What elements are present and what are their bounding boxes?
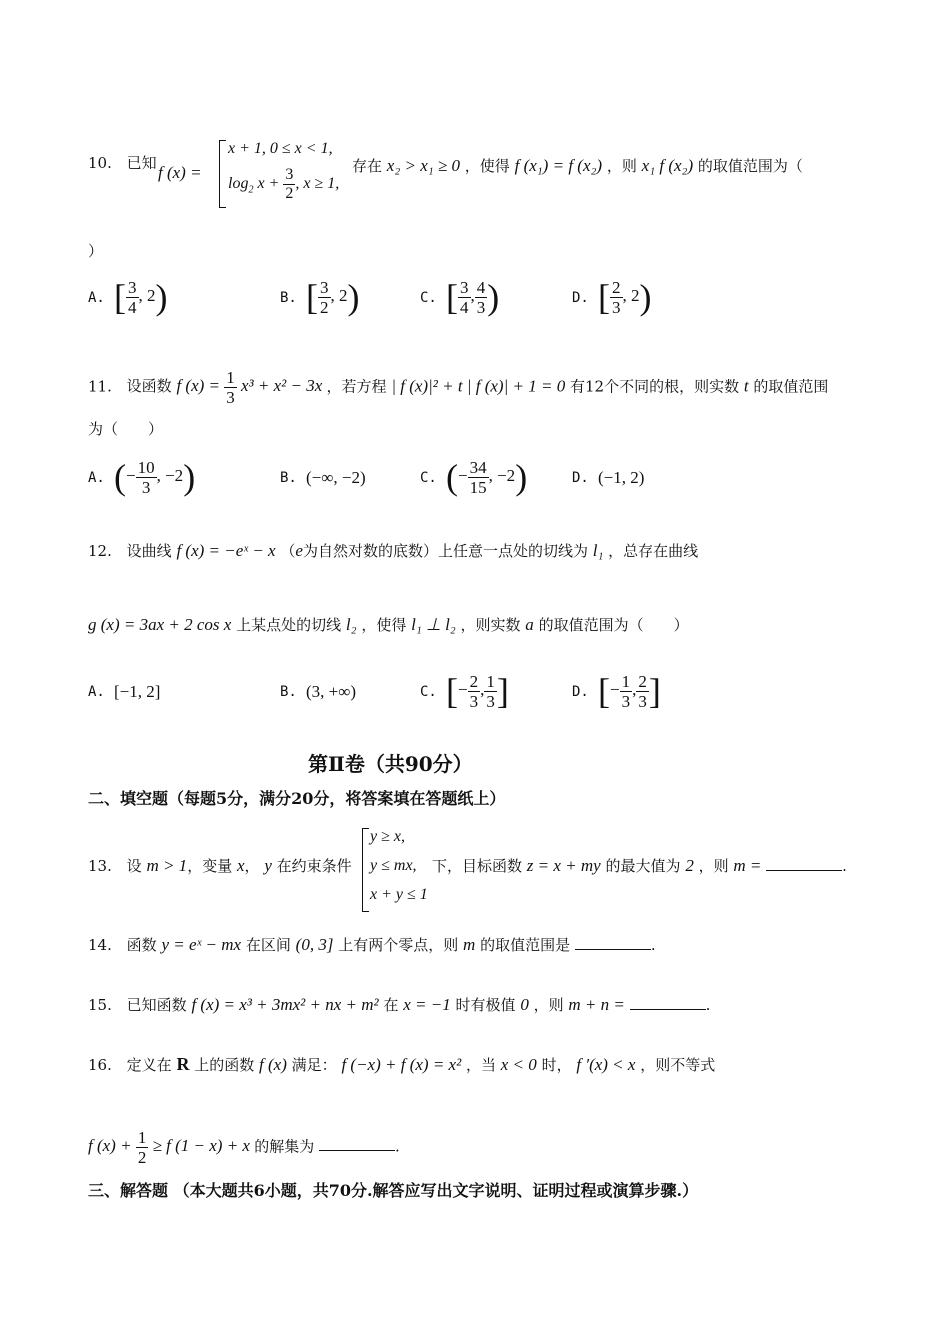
q10-option-label: B. (280, 290, 297, 306)
q14-answer-blank[interactable] (575, 949, 651, 950)
q10-function: f (x) = (158, 163, 202, 182)
q13-line: 13. 设 m > 1，变量 x， y 在约束条件 (88, 856, 352, 875)
q12-line: 12. 设曲线 f (x) = −eˣ − x （e为自然对数的底数）上任意一点处的切线为 l₁ ，总存在曲线 (88, 541, 699, 560)
q12-option-label: D. (572, 684, 589, 700)
q10-option-value[interactable]: [ $\frac{3}{2}$ , 2) (306, 277, 360, 317)
q11-option-value[interactable]: (− $\frac{34}{15}$ , −2) (446, 457, 528, 497)
q10-case-2: $\log_2 x$ + $\frac{3}{2}$ , x ≥ 1, (228, 166, 340, 202)
q14-number: 14. (88, 936, 112, 954)
q11-function: f (x) = $\frac{1}{3}$ x³ + x² − 3x (176, 368, 323, 407)
q13-brace (362, 828, 369, 912)
q12-number: 12. (88, 542, 112, 560)
q11-option-value[interactable]: (−1, 2) (598, 468, 645, 487)
q11-equation: | f (x)|² + t | f (x)| + 1 = 0 (391, 376, 566, 396)
part-2-title: 第Ⅱ卷（共90分） (308, 752, 473, 776)
q11-option-label: C. (420, 470, 437, 486)
q11-option-label: A. (88, 470, 105, 486)
q10-case-1: x + 1, 0 ≤ x < 1, (228, 140, 333, 157)
section-3-heading: 三、解答题 （本大题共6小题，共70分.解答应写出文字说明、证明过程或演算步骤.） (88, 1181, 699, 1200)
q12-option-label: B. (280, 684, 297, 700)
q13-line-b: 下，目标函数 z = x + my 的最大值为 2 ，则 m = . (432, 856, 847, 875)
q11-line: 11. 设函数 f (x) = $\frac{1}{3}$ x³ + x² − 3x ，若方程 | f (x)|² + t | f (x)| + 1 = 0 有12个不同的根，则实数 t 的取值范围 (88, 368, 829, 407)
q10-close: ） (88, 242, 104, 260)
q11-number: 11. (88, 377, 112, 396)
q12-option-value[interactable]: (3, +∞) (306, 682, 357, 701)
q12-option-label: A. (88, 684, 105, 700)
q10-product: x₁ f (x₂) (641, 156, 694, 175)
q11-option-label: D. (572, 470, 589, 486)
q10-condition: x₂ > x₁ ≥ 0 (386, 156, 461, 175)
q15-number: 15. (88, 996, 112, 1014)
q12-option-value[interactable]: [−1, 2] (114, 682, 161, 701)
q13-number: 13. (88, 857, 112, 875)
q15-line: 15. 已知函数 f (x) = x³ + 3mx² + nx + m² 在 x = −1 时有极值 0 ，则 m + n = . (88, 995, 711, 1014)
q10-line-b: 存在 x₂ > x₁ ≥ 0 ，使得 f (x₁) = f (x₂) ，则 x₁ f (x₂) 的取值范围为（ (352, 156, 803, 175)
q16-line-2: f (x) + $\frac{1}{2}$ ≥ f (1 − x) + x 的解集为 . (88, 1128, 400, 1167)
q12-option-value[interactable]: [− $\frac{1}{3}$ , $\frac{2}{3}$ ] (598, 671, 661, 711)
q10-brace (219, 140, 226, 208)
q10-option-label: D. (572, 290, 589, 306)
q13-constraint-2: y ≤ mx, (370, 857, 417, 874)
q12-function: f (x) = −eˣ − x (176, 541, 276, 560)
q10-option-label: A. (88, 290, 105, 306)
q10-option-value[interactable]: [ $\frac{3}{4}$ , $\frac{4}{3}$ ) (446, 277, 500, 317)
q15-answer-blank[interactable] (630, 1009, 706, 1010)
q12-option-label: C. (420, 684, 437, 700)
q11-option-label: B. (280, 470, 297, 486)
q16-number: 16. (88, 1056, 112, 1074)
q10-option-value[interactable]: [ $\frac{2}{3}$ , 2) (598, 277, 652, 317)
q16-inequality: f (x) + $\frac{1}{2}$ ≥ f (1 − x) + x (88, 1128, 250, 1167)
section-2-heading: 二、填空题（每题5分，满分20分，将答案填在答题纸上） (88, 789, 506, 808)
q10-line (88, 152, 157, 173)
q11-option-value[interactable]: (− $\frac{10}{3}$ , −2) (114, 457, 196, 497)
q11-line-2: 为（ ） (88, 420, 164, 438)
q10-equation: f (x₁) = f (x₂) (514, 156, 603, 175)
q10-text-1: 已知 (126, 154, 157, 172)
q16-answer-blank[interactable] (319, 1150, 395, 1151)
q12-option-value[interactable]: [− $\frac{2}{3}$ , $\frac{1}{3}$ ] (446, 671, 509, 711)
q10-option-label: C. (420, 290, 437, 306)
q13-constraint-3: x + y ≤ 1 (370, 886, 428, 903)
q12-line-2: g (x) = 3ax + 2 cos x 上某点处的切线 l₂ ，使得 l₁ ⊥ l₂ ，则实数 a 的取值范围为（ ） (88, 615, 689, 634)
q13-constraint-1: y ≥ x, (370, 828, 405, 845)
q12-curve-g: g (x) = 3ax + 2 cos x (88, 615, 232, 634)
q10-option-value[interactable]: [ $\frac{3}{4}$ , 2) (114, 277, 168, 317)
q13-answer-blank[interactable] (766, 870, 842, 871)
q11-option-value[interactable]: (−∞, −2) (306, 468, 366, 487)
q16-line: 16. 定义在 R 上的函数 f (x) 满足： f (−x) + f (x) = x² ，当 x < 0 时， f ′(x) < x ，则不等式 (88, 1054, 716, 1074)
q14-line: 14. 函数 y = eˣ − mx 在区间 (0, 3] 上有两个零点，则 m 的取值范围是 . (88, 935, 656, 954)
q10-number: 10. (88, 154, 112, 172)
